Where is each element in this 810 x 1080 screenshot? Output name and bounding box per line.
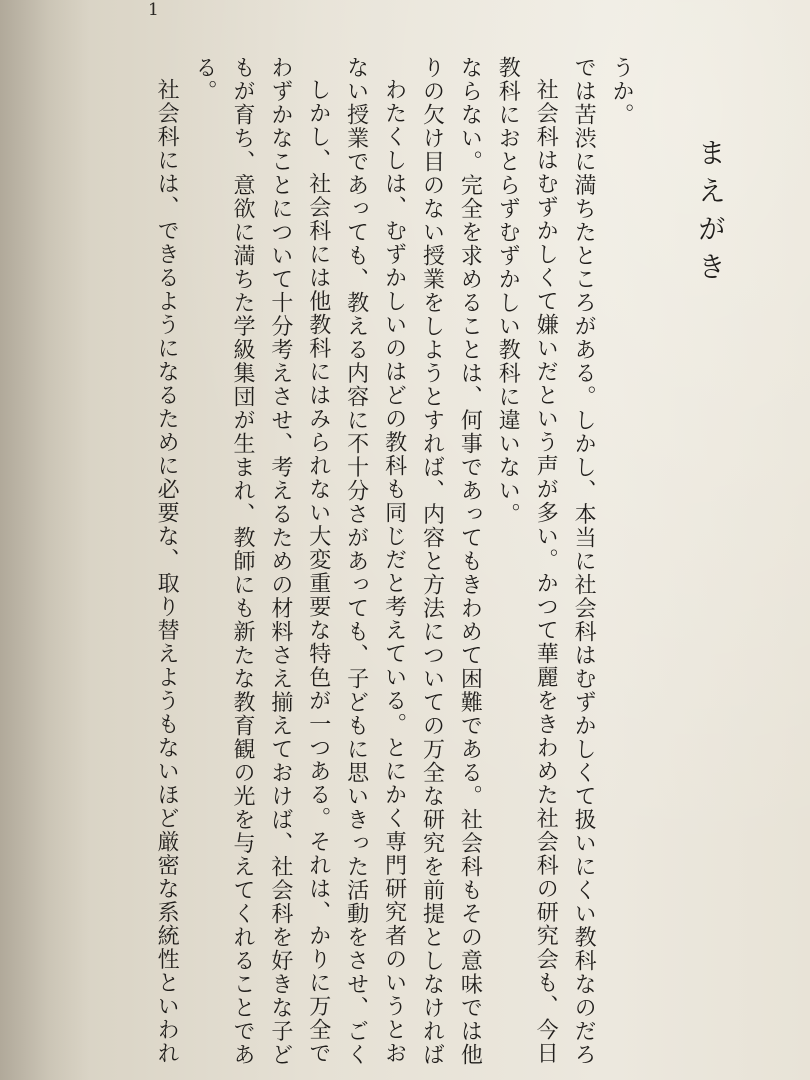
text-column: わずかなことについて十分考えさせ、考えるための材料さえ揃えておけば、社会科を好きな子ど [267,56,293,1067]
text-column: 社会科はむずかしくて嫌いだという声が多い。かつて華麗をきわめた社会科の研究会も、今日 [533,78,559,1065]
text-column: では苦渋に満ちたところがある。しかし、本当に社会科はむずかしくて扱いにくい教科なのだろ [571,56,597,1067]
text-column: ない授業であっても、教える内容に不十分さがあっても、子どもに思いきった活動をさせ、ごく [343,56,369,1067]
body-text [154,56,640,1080]
text-column: しかし、社会科には他教科にはみられない大変重要な特色が一つある。それは、かりに万全で [305,78,331,1065]
text-column: わたくしは、むずかしいのはどの教科も同じだと考えている。とにかく専門研究者のいうとお [381,78,407,1065]
text-column: うか。 [609,56,634,127]
page-heading: まえがき [694,138,727,290]
text-column: 教科におとらずむずかしい教科に違いない。 [495,56,521,526]
page-number: 1 [148,0,159,20]
text-column: もが育ち、意欲に満ちた学級集団が生まれ、教師にも新たな教育観の光を与えてくれることであ [229,56,255,1067]
text-column: る。 [192,56,218,103]
binding-shadow [0,0,90,1080]
text-column: りの欠け目のない授業をしようとすれば、内容と方法についての万全な研究を前提としなければ [419,56,445,1067]
text-column: ならない。完全を求めることは、何事であってもきわめて困難である。社会科もその意味では他 [457,56,483,1067]
text-column: 社会科には、できるようになるために必要な、取り替えようもないほど厳密な系統性といわれ [154,78,180,1065]
